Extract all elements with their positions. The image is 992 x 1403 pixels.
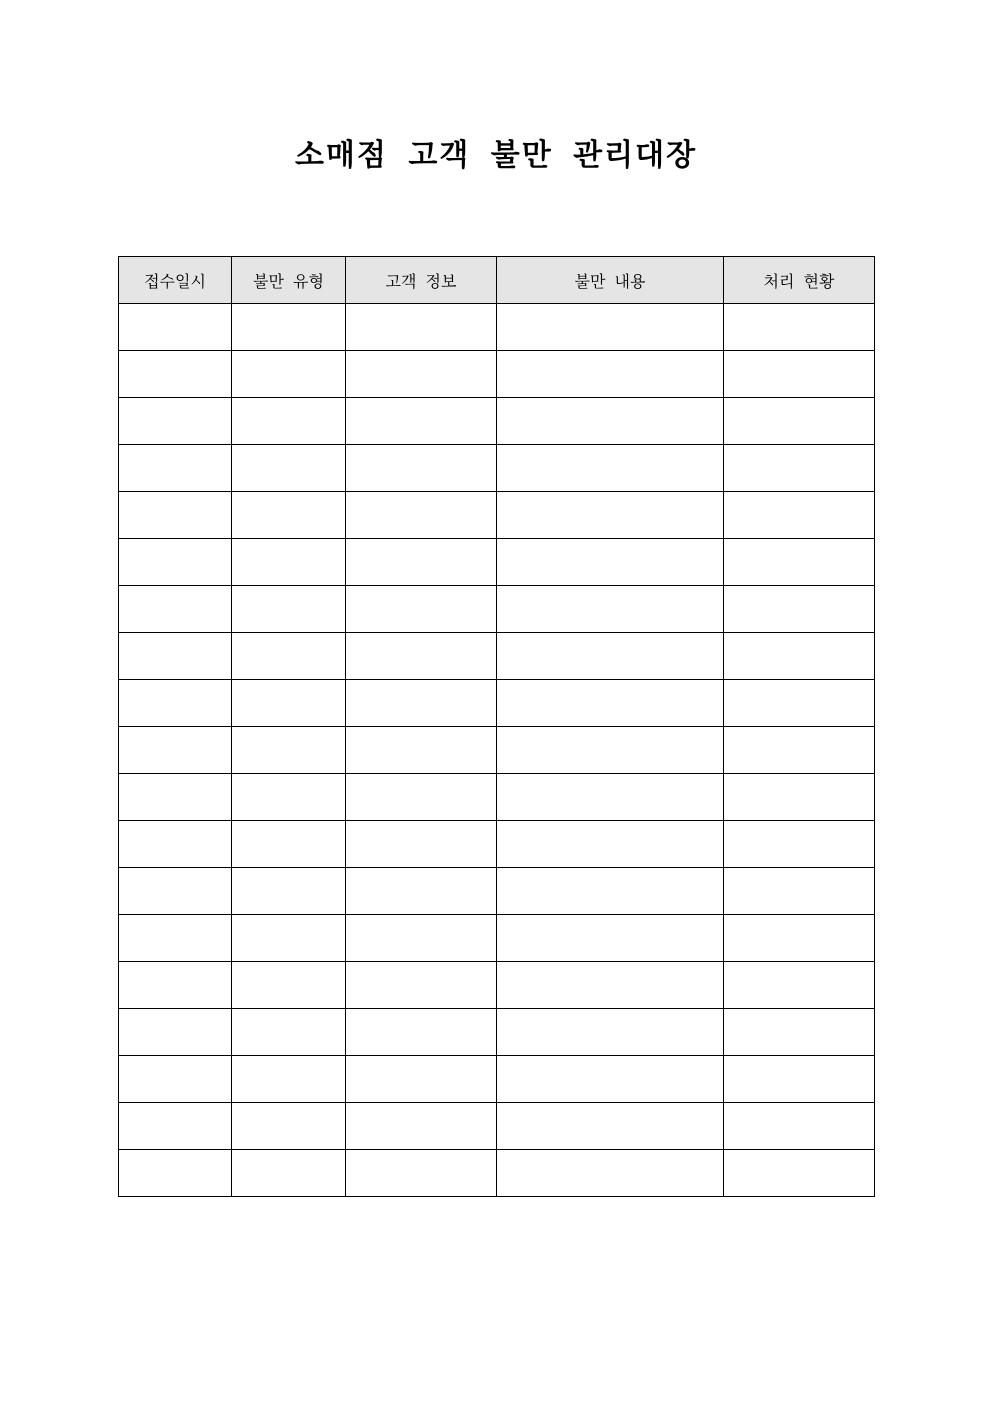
cell-complaint-details[interactable] [497, 868, 724, 915]
cell-received-datetime[interactable] [119, 1009, 232, 1056]
cell-complaint-type[interactable] [232, 351, 346, 398]
cell-complaint-type[interactable] [232, 1009, 346, 1056]
cell-processing-status[interactable] [724, 1103, 875, 1150]
cell-complaint-details[interactable] [497, 398, 724, 445]
cell-complaint-type[interactable] [232, 539, 346, 586]
column-header-complaint-type: 불만 유형 [232, 257, 346, 304]
cell-customer-info[interactable] [346, 962, 497, 1009]
table-header-row [119, 257, 875, 304]
cell-customer-info[interactable] [346, 915, 497, 962]
cell-received-datetime[interactable] [119, 727, 232, 774]
cell-complaint-details[interactable] [497, 633, 724, 680]
cell-complaint-details[interactable] [497, 1150, 724, 1197]
cell-complaint-details[interactable] [497, 680, 724, 727]
cell-processing-status[interactable] [724, 774, 875, 821]
cell-complaint-details[interactable] [497, 821, 724, 868]
cell-received-datetime[interactable] [119, 1150, 232, 1197]
cell-complaint-details[interactable] [497, 915, 724, 962]
table-row [119, 586, 875, 633]
cell-customer-info[interactable] [346, 304, 497, 351]
cell-received-datetime[interactable] [119, 1056, 232, 1103]
cell-received-datetime[interactable] [119, 633, 232, 680]
cell-processing-status[interactable] [724, 633, 875, 680]
table-row [119, 539, 875, 586]
cell-complaint-type[interactable] [232, 680, 346, 727]
cell-received-datetime[interactable] [119, 774, 232, 821]
cell-received-datetime[interactable] [119, 915, 232, 962]
cell-received-datetime[interactable] [119, 1103, 232, 1150]
column-header-processing-status: 처리 현황 [724, 257, 875, 304]
cell-complaint-type[interactable] [232, 774, 346, 821]
cell-complaint-details[interactable] [497, 539, 724, 586]
cell-complaint-details[interactable] [497, 445, 724, 492]
cell-complaint-details[interactable] [497, 1056, 724, 1103]
cell-received-datetime[interactable] [119, 962, 232, 1009]
cell-received-datetime[interactable] [119, 445, 232, 492]
cell-complaint-type[interactable] [232, 586, 346, 633]
column-header-received-datetime: 접수일시 [119, 257, 232, 304]
column-header-complaint-details: 불만 내용 [497, 257, 724, 304]
cell-received-datetime[interactable] [119, 680, 232, 727]
cell-complaint-type[interactable] [232, 1103, 346, 1150]
cell-customer-info[interactable] [346, 868, 497, 915]
table-row [119, 868, 875, 915]
cell-complaint-type[interactable] [232, 1150, 346, 1197]
cell-complaint-type[interactable] [232, 727, 346, 774]
cell-complaint-type[interactable] [232, 962, 346, 1009]
table-row [119, 680, 875, 727]
table-row [119, 633, 875, 680]
cell-complaint-type[interactable] [232, 633, 346, 680]
cell-complaint-details[interactable] [497, 304, 724, 351]
cell-complaint-details[interactable] [497, 1103, 724, 1150]
cell-customer-info[interactable] [346, 633, 497, 680]
cell-customer-info[interactable] [346, 1009, 497, 1056]
table-row [119, 492, 875, 539]
cell-customer-info[interactable] [346, 445, 497, 492]
cell-complaint-details[interactable] [497, 962, 724, 1009]
cell-received-datetime[interactable] [119, 492, 232, 539]
table-row [119, 1056, 875, 1103]
cell-customer-info[interactable] [346, 1056, 497, 1103]
table-row [119, 398, 875, 445]
column-header-customer-info: 고객 정보 [346, 257, 497, 304]
table-row [119, 821, 875, 868]
cell-processing-status[interactable] [724, 445, 875, 492]
cell-complaint-type[interactable] [232, 915, 346, 962]
table-row [119, 727, 875, 774]
cell-processing-status[interactable] [724, 398, 875, 445]
cell-processing-status[interactable] [724, 539, 875, 586]
cell-processing-status[interactable] [724, 304, 875, 351]
cell-processing-status[interactable] [724, 727, 875, 774]
cell-processing-status[interactable] [724, 1150, 875, 1197]
table-row [119, 774, 875, 821]
cell-customer-info[interactable] [346, 351, 497, 398]
cell-customer-info[interactable] [346, 539, 497, 586]
table-row [119, 445, 875, 492]
cell-processing-status[interactable] [724, 492, 875, 539]
table-row [119, 304, 875, 351]
cell-complaint-details[interactable] [497, 1009, 724, 1056]
cell-customer-info[interactable] [346, 1103, 497, 1150]
cell-complaint-type[interactable] [232, 868, 346, 915]
cell-received-datetime[interactable] [119, 868, 232, 915]
cell-processing-status[interactable] [724, 915, 875, 962]
cell-processing-status[interactable] [724, 821, 875, 868]
cell-received-datetime[interactable] [119, 304, 232, 351]
cell-received-datetime[interactable] [119, 398, 232, 445]
cell-complaint-details[interactable] [497, 351, 724, 398]
cell-customer-info[interactable] [346, 821, 497, 868]
complaint-ledger-table [118, 256, 875, 1197]
cell-complaint-type[interactable] [232, 304, 346, 351]
table-row [119, 1103, 875, 1150]
table-row [119, 915, 875, 962]
cell-complaint-details[interactable] [497, 774, 724, 821]
page-title: 소매점 고객 불만 관리대장 [294, 138, 698, 173]
cell-processing-status[interactable] [724, 1009, 875, 1056]
cell-complaint-details[interactable] [497, 586, 724, 633]
cell-processing-status[interactable] [724, 680, 875, 727]
cell-processing-status[interactable] [724, 868, 875, 915]
cell-complaint-details[interactable] [497, 727, 724, 774]
cell-complaint-type[interactable] [232, 398, 346, 445]
table-row [119, 351, 875, 398]
table-row [119, 1150, 875, 1197]
cell-customer-info[interactable] [346, 774, 497, 821]
cell-complaint-details[interactable] [497, 492, 724, 539]
table-row [119, 1009, 875, 1056]
cell-complaint-type[interactable] [232, 492, 346, 539]
cell-complaint-type[interactable] [232, 1056, 346, 1103]
cell-complaint-type[interactable] [232, 821, 346, 868]
cell-processing-status[interactable] [724, 586, 875, 633]
cell-processing-status[interactable] [724, 351, 875, 398]
cell-complaint-type[interactable] [232, 445, 346, 492]
cell-received-datetime[interactable] [119, 539, 232, 586]
cell-received-datetime[interactable] [119, 351, 232, 398]
cell-received-datetime[interactable] [119, 821, 232, 868]
cell-customer-info[interactable] [346, 1150, 497, 1197]
table-body [119, 304, 875, 1197]
cell-customer-info[interactable] [346, 398, 497, 445]
cell-received-datetime[interactable] [119, 586, 232, 633]
cell-customer-info[interactable] [346, 492, 497, 539]
cell-customer-info[interactable] [346, 727, 497, 774]
table-row [119, 962, 875, 1009]
cell-processing-status[interactable] [724, 1056, 875, 1103]
cell-customer-info[interactable] [346, 586, 497, 633]
cell-processing-status[interactable] [724, 962, 875, 1009]
cell-customer-info[interactable] [346, 680, 497, 727]
